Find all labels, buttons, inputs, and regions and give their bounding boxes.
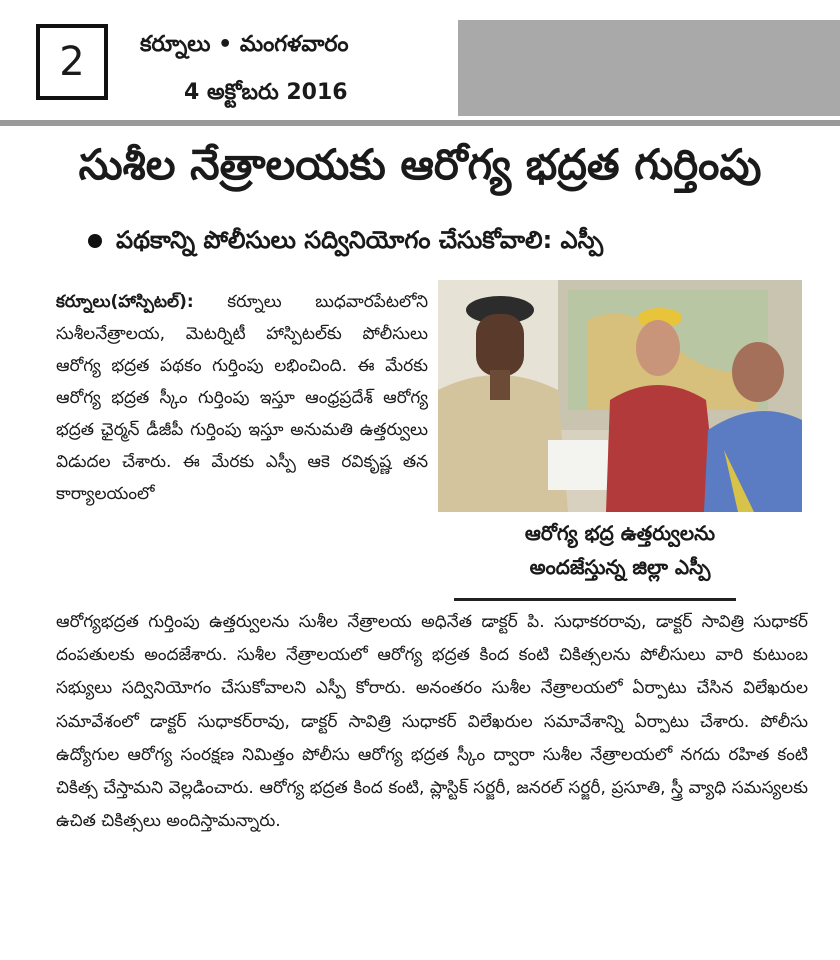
subheadline-text: పథకాన్ని పోలీసులు సద్వినియోగం చేసుకోవాలి: ఎస్పీ	[116, 226, 604, 254]
masthead	[0, 0, 840, 120]
dateline: కర్నూలు(హాస్పిటల్):	[56, 292, 194, 312]
article-subheadline	[88, 226, 603, 260]
masthead-gray-band	[458, 20, 840, 116]
caption-line-1: ఆరోగ్య భద్ర ఉత్తర్వులను	[524, 521, 716, 545]
location-day: కర్నూలు • మంగళవారం	[140, 32, 349, 57]
issue-date: 4 అక్టోబరు 2016	[184, 80, 348, 105]
article-body-narrow	[56, 286, 428, 510]
news-photo-illustration	[438, 280, 802, 512]
article-headline: సుశీల నేత్రాలయకు ఆరోగ్య భద్రత గుర్తింపు	[78, 140, 762, 189]
body-text-narrow: కర్నూలు బుధవారపేటలోని సుశీలనేత్రాలయ, మెటర్నిటీ హాస్పిటల్‌కు పోలీసులు ఆరోగ్య భద్రత పథకం గుర్తింపు లభించింది. ఈ మేరకు ఆరోగ్య భద్రత స్కీం గుర్తింపు ఇస్తూ ఆంధ్రప్రదేశ్ ఆరోగ్య భద్రత ఛైర్మన్ డీజీపీ గుర్తింపు ఇస్తూ అనుమతి ఉత్తర్వులు విడుదల చేశారు. ఈ మేరకు ఎస్పీ ఆకె రవికృష్ణ తన కార్యాలయంలో	[56, 292, 428, 504]
body-text-wide: ఆరోగ్యభద్రత గుర్తింపు ఉత్తర్వులను సుశీల నేత్రాలయ అధినేత డాక్టర్ పి. సుధాకరరావు, డాక్టర్ సావిత్రి సుధాకర్ దంపతులకు అందజేశారు. సుశీల నేత్రాలయలో ఆరోగ్య భద్రత కింద కంటి చికిత్సలను పోలీసులు వారి కుటుంబ సభ్యులు సద్వినియోగం చేసుకోవాలని ఎస్పీ కోరారు. అనంతరం సుశీల నేత్రాలయలో ఏర్పాటు చేసిన విలేఖరుల సమావేశంలో డాక్టర్ సుధాకర్‌రావు, డాక్టర్ సావిత్రి సుధాకర్ విలేఖరుల సమావేశాన్ని ఏర్పాటు చేశారు. పోలీసు ఉద్యోగుల ఆరోగ్య సంరక్షణ నిమిత్తం పోలీసు ఆరోగ్య భద్రత స్కీం ద్వారా సుశీల నేత్రాలయలో నగదు రహిత కంటి చికిత్స చేస్తామని వెల్లడించారు. ఆరోగ్య భద్రత కింద కంటి, ప్లాస్టిక్ సర్జరీ, జనరల్ సర్జరీ, ప్రసూతి, స్త్రీ వ్యాధి సమస్యలకు ఉచిత చికిత్సలు అందిస్తామన్నారు.	[56, 612, 808, 832]
page-number: 2	[36, 24, 108, 100]
caption-line-2: అందజేస్తున్న జిల్లా ఎస్పీ	[529, 555, 711, 579]
masthead-divider	[0, 120, 840, 126]
caption-underline	[454, 598, 736, 601]
bullet-icon	[88, 234, 102, 248]
photo-caption	[438, 516, 802, 584]
news-photo	[438, 280, 802, 512]
article-body-wide	[56, 606, 808, 838]
